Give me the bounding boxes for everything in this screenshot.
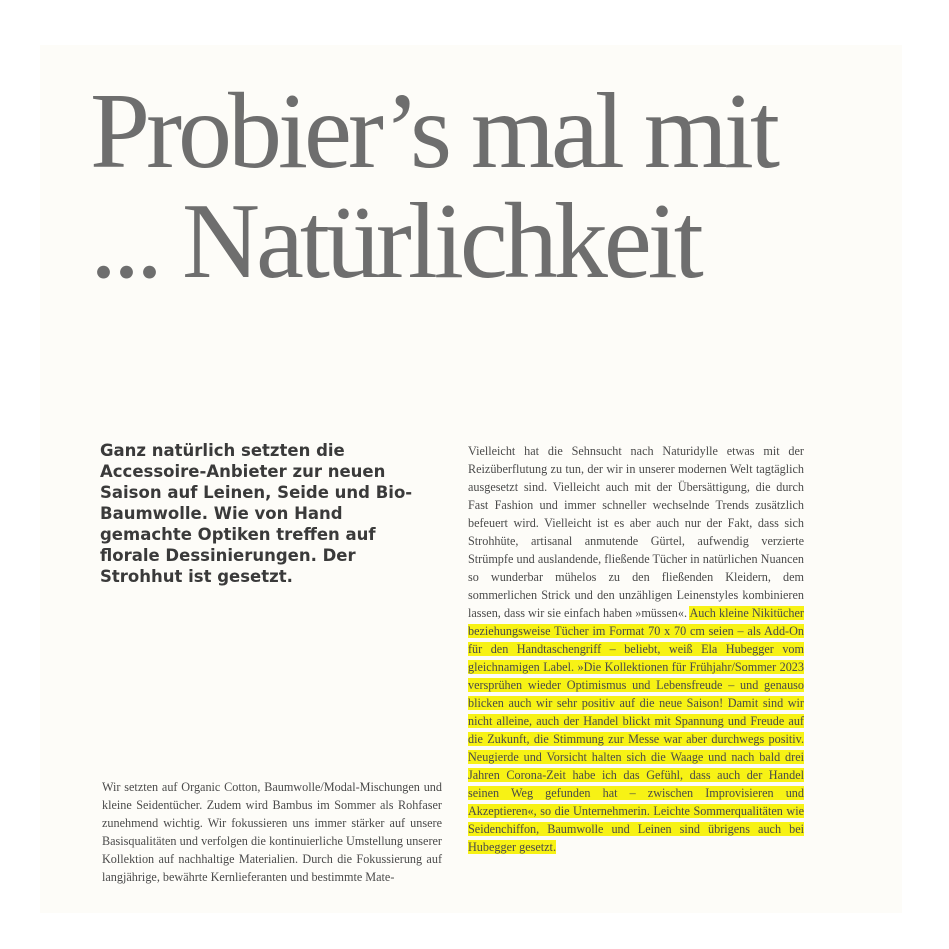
body-column-right [468,442,804,856]
headline-line-1: Probier’s mal mit [90,72,776,191]
body-text-plain: Vielleicht hat die Sehnsucht nach Naturidylle etwas mit der Reizüberflutung zu tun, der wir in unserer modernen Welt tagtäglich ausgesetzt sind. Vielleicht auch mit der Übersättigung, die durch Fast Fashion und immer schneller wechselnde Trends zusätzlich befeuert wird. Vielleicht ist es aber auch nur der Fakt, dass sich Strohhüte, artisanal anmutende Gürtel, aufwendig verzierte Strümpfe und auslandende, fließende Tücher in natürlichen Nuancen so wunderbar mühelos zu den fließenden Kleidern, dem sommerlichen Strick und den unzähligen Leinenstyles kombinieren lassen, dass wir sie einfach haben »müssen«. [468,444,804,620]
highlighted-text: Auch kleine Nikitücher beziehungsweise Tücher im Format 70 x 70 cm seien – als Add-On für den Handtaschengriff – beliebt, weiß Ela Hubegger vom gleichnamigen Label. »Die Kollektionen für Frühjahr/Sommer 2023 versprühen wieder Optimismus und Lebensfreude – und genauso blicken auch wir sehr positiv auf die neue Saison! Damit sind wir nicht alleine, auch der Handel blickt mit Spannung und Freude auf die Zukunft, die Stimmung zur Messe war aber durchwegs positiv. Neugierde und Vorsicht halten sich die Waage und nach bald drei Jahren Corona-Zeit habe ich das Gefühl, dass auch der Handel seinen Weg gefunden hat – zwischen Improvisieren und Akzeptieren«, so die Unternehmerin. Leichte Sommerqualitäten wie Seidenchiffon, Baumwolle und Leinen sind übrigens auch bei Hubegger gesetzt. [468,606,804,854]
lead-paragraph: Ganz natürlich setzten die Accessoire-Anbieter zur neuen Saison auf Leinen, Seide und Bio-Baumwolle. Wie von Hand gemachte Optiken treffen auf florale Dessinierungen. Der Strohhut ist gesetzt. [100,441,413,586]
body-column-left: Wir setzten auf Organic Cotton, Baumwolle/Modal-Mischungen und kleine Seidentücher. Zudem wird Bambus im Sommer als Rohfaser zunehmend wichtig. Wir fokussieren uns immer stärker auf unsere Basisqualitäten und verfolgen die kontinuierliche Umstellung unserer Kollektion auf nachhaltige Materialien. Durch die Fokussierung auf langjährige, bewährte Kernlieferanten und bestimmte Mate- [102,780,442,884]
headline-line-2: ... Natürlichkeit [90,182,700,301]
